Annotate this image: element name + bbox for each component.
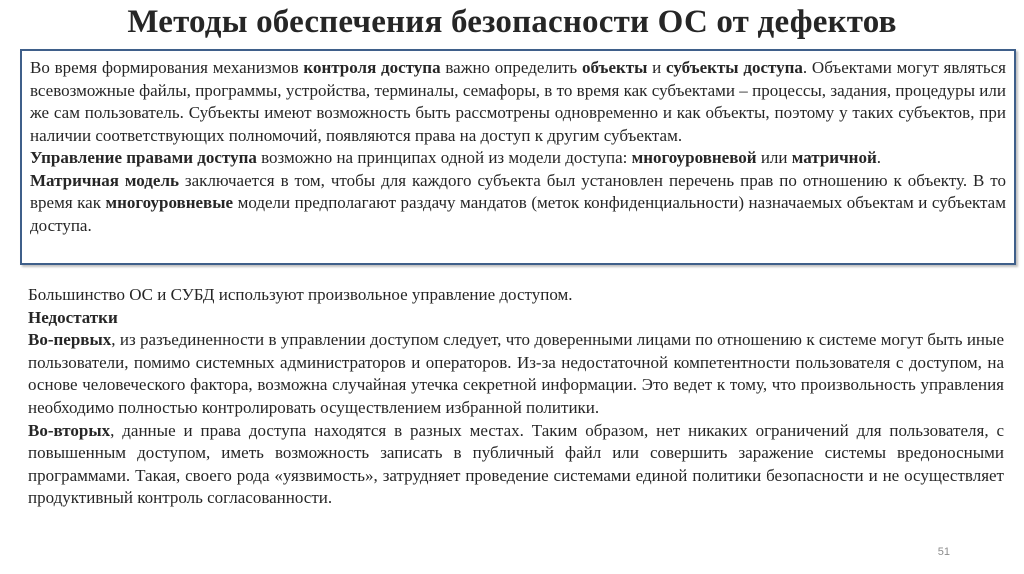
drawback-second [28,420,1004,510]
text-span: . Объектами могут являться всевозможные файлы, программы, устройства, терминалы, семафоры, в то время как субъектами – процессы, задания, процедуры или же сам пользователь. Субъекты имеют возможность быть рассмотрены одновременно и как объекты, поэтому у таких субъектов, при наличии соответствующих полномочий, появляются права на доступ к другим субъектам. [30,58,1006,145]
bold-term-access-control: контроля доступа [303,58,441,77]
box-paragraph-matrix-model [30,170,1006,238]
text-span: и [647,58,667,77]
access-control-box [20,49,1016,265]
bold-term-access-subjects: субъекты доступа [666,58,803,77]
page-number: 51 [937,546,950,558]
bold-term-first: Во-первых [28,330,112,350]
text-span: заключается в том, чтобы для каждого субъекта был установлен перечень прав по отношению к объекту. В то время как [30,170,1007,212]
bold-term-rights-management: Управление правами доступа [30,148,257,167]
text-span: или [756,148,792,167]
bold-term-multilevel: многоуровневой [631,148,757,167]
text-span: Во время формирования механизмов [30,58,304,77]
text-span: , из разъединенности в управлении доступом следует, что доверенными лицами по отношению к системе могут быть иные пользователи, помимо системных администраторов и операторов. Из-за недостаточной компетентности пользователя с доступом, на основе человеческого фактора, возможна случайная утечка секретной информации. Это ведет к тому, что произвольность управления необходимо полностью контролировать осуществлением избранной политики. [28,330,1004,417]
text-span: модели предполагают раздачу мандатов (меток конфиденциальности) назначаемых объектам и субъектам доступа. [30,193,1006,235]
bold-term-second: Во-вторых [28,420,111,440]
drawbacks-heading-text: Недостатки [28,307,118,327]
intro-line: Большинство ОС и СУБД используют произвольное управление доступом. [28,285,573,304]
box-paragraph-objects-subjects [30,57,1006,147]
bold-term-matrix-model: Матричная модель [30,170,179,190]
slide-title: Методы обеспечения безопасности ОС от дефектов [127,4,897,40]
drawback-first [28,329,1004,419]
box-paragraph-rights-management [30,147,1006,170]
drawbacks-heading [28,307,1004,330]
drawbacks-section [28,284,1004,510]
text-span: , данные и права доступа находятся в разных местах. Таким образом, нет никаких ограничений для пользователя, с повышенным доступом, иметь возможность записать в публичный файл или совершить заражение системы вредоносными программами. Такая, своего рода «уязвимость», затрудняет проведение системами единой политики безопасности и не осуществляет продуктивный контроль согласованности. [28,420,1004,508]
text-span: возможно на принципах одной из модели доступа: [256,148,632,167]
bold-term-objects: объекты [581,58,648,77]
bold-term-multilevel-models: многоуровневые [105,193,234,212]
text-span: . [876,148,882,167]
bold-term-matrix: матричной [791,148,877,167]
text-span: важно определить [440,58,582,77]
